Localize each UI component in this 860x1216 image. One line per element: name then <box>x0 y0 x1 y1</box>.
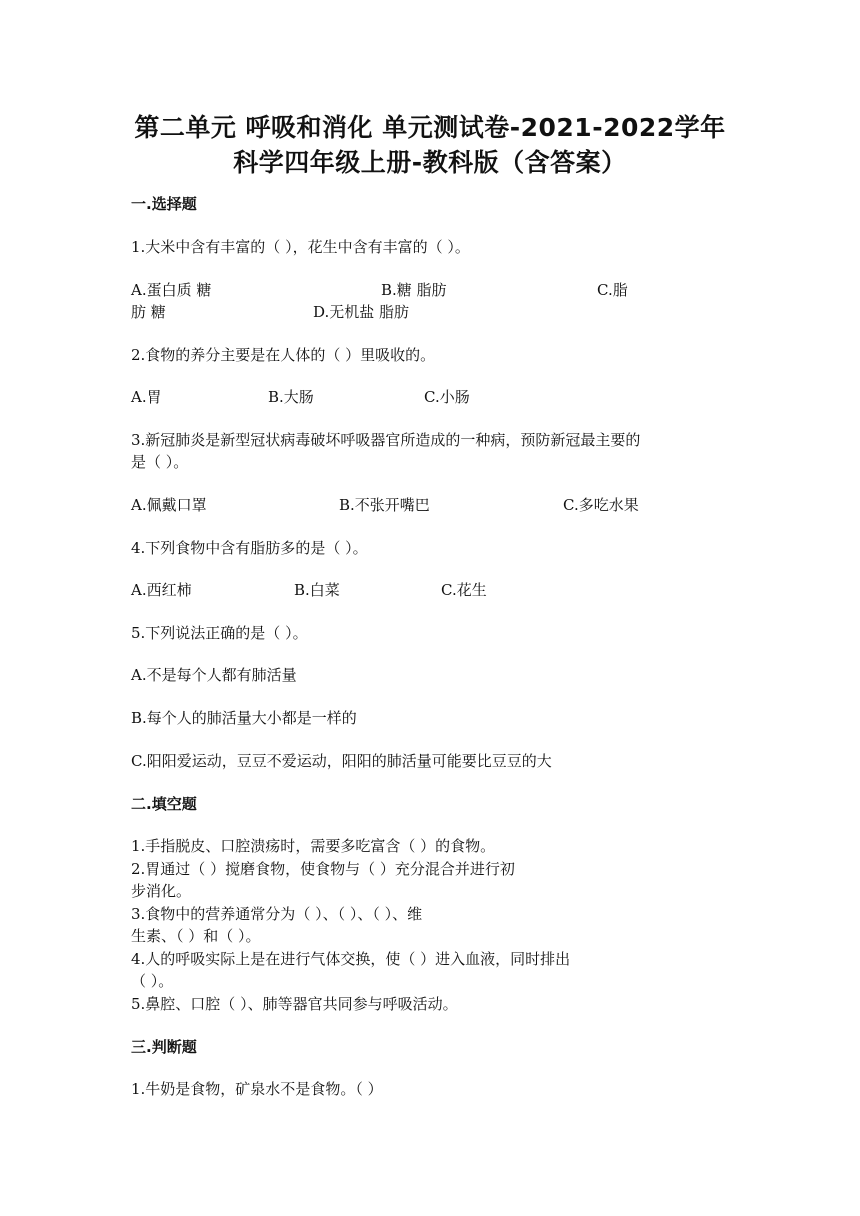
page-title-line1: 第二单元 呼吸和消化 单元测试卷-2021-2022学年 <box>134 113 726 142</box>
fill-line-2: 2.胃通过（ ）搅磨食物，使食物与（ ）充分混合并进行初 <box>131 860 515 878</box>
question-3-text-line1: 3.新冠肺炎是新型冠状病毒破坏呼吸器官所造成的一种病，预防新冠最主要的 <box>131 431 641 449</box>
question-1-option-b: B.糖 脂肪 <box>381 281 447 299</box>
section-heading-choice: 一.选择题 <box>131 195 197 213</box>
question-1-option-c: C.脂 <box>597 281 628 299</box>
fill-line-6: 4.人的呼吸实际上是在进行气体交换，使（ ）进入血液，同时排出 <box>131 950 571 968</box>
fill-line-8: 5.鼻腔、口腔（ ）、肺等器官共同参与呼吸活动。 <box>131 995 458 1013</box>
question-5-option-b: B.每个人的肺活量大小都是一样的 <box>131 709 357 727</box>
fill-line-1: 1.手指脱皮、口腔溃疡时，需要多吃富含（ ）的食物。 <box>131 837 496 855</box>
question-4-text: 4.下列食物中含有脂肪多的是（ ）。 <box>131 539 368 557</box>
question-2-option-c: C.小肠 <box>424 388 470 406</box>
question-4-option-c: C.花生 <box>441 581 487 599</box>
question-1-text: 1.大米中含有丰富的（ ），花生中含有丰富的（ ）。 <box>131 238 470 256</box>
question-3-option-c: C.多吃水果 <box>563 496 639 514</box>
question-1-option-a: A.蛋白质 糖 <box>131 281 212 299</box>
question-2-option-a: A.胃 <box>131 388 162 406</box>
question-4-option-b: B.白菜 <box>294 581 340 599</box>
fill-line-4: 3.食物中的营养通常分为（ ）、（ ）、（ ）、维 <box>131 905 423 923</box>
question-3-option-b: B.不张开嘴巴 <box>339 496 430 514</box>
fill-line-3: 步消化。 <box>131 882 192 900</box>
judge-question-1: 1.牛奶是食物，矿泉水不是食物。（ ） <box>131 1080 383 1098</box>
section-heading-judge: 三.判断题 <box>131 1038 197 1056</box>
question-5-option-c: C.阳阳爱运动，豆豆不爱运动，阳阳的肺活量可能要比豆豆的大 <box>131 752 552 770</box>
question-1-option-d: D.无机盐 脂肪 <box>313 303 410 321</box>
page-title-line2: 科学四年级上册-教科版（含答案） <box>233 148 627 177</box>
question-1-option-c-cont: 肪 糖 <box>131 303 166 321</box>
question-4-option-a: A.西红柿 <box>131 581 192 599</box>
fill-line-5: 生素、（ ）和（ ）。 <box>131 927 261 945</box>
question-5-option-a: A.不是每个人都有肺活量 <box>131 666 297 684</box>
question-3-text-line2: 是（ ）。 <box>131 453 189 471</box>
question-2-text: 2.食物的养分主要是在人体的（ ）里吸收的。 <box>131 346 436 364</box>
fill-line-7: （ ）。 <box>131 972 174 990</box>
question-3-option-a: A.佩戴口罩 <box>131 496 207 514</box>
section-heading-fill: 二.填空题 <box>131 795 197 813</box>
question-5-text: 5.下列说法正确的是（ ）。 <box>131 624 308 642</box>
question-2-option-b: B.大肠 <box>268 388 314 406</box>
